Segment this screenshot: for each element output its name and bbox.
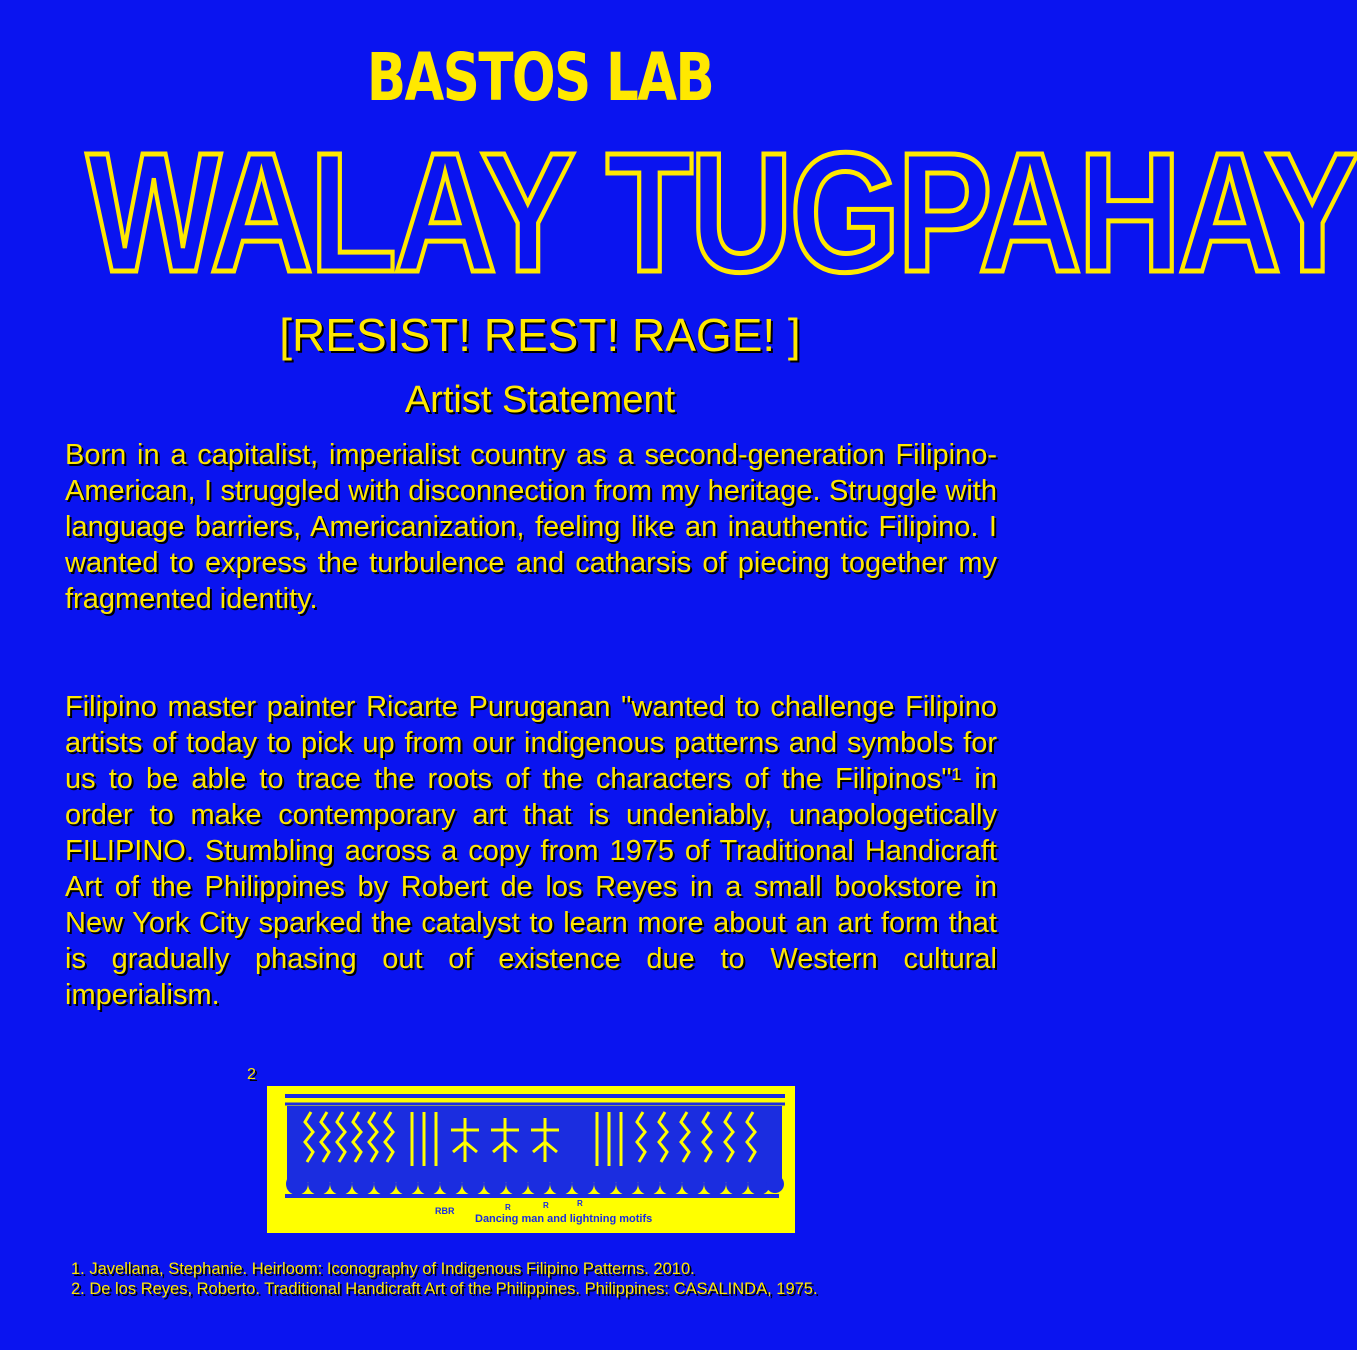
motif-initials: RBR <box>435 1206 455 1216</box>
motif-illustration <box>267 1086 795 1233</box>
dancing-man-lightning-motif-image <box>267 1086 795 1233</box>
motif-mark: R <box>543 1201 549 1210</box>
statement-paragraph-1: Born in a capitalist, imperialist country as a second-generation Filipino-American, I struggled with disconnection from my heritage. Struggle with language barriers, Americanization, feeling like an inauthentic Filipino. I wanted to express the turbulence and catharsis of piecing together my fragmented identity. <box>65 439 997 615</box>
section-heading: Artist Statement <box>404 379 676 421</box>
motif-caption: Dancing man and lightning motifs <box>475 1213 653 1225</box>
footnote-1: 1. Javellana, Stephanie. Heirloom: Iconography of Indigenous Filipino Patterns. 2010. <box>71 1260 695 1278</box>
brand-logo: BASTOS LAB <box>366 39 714 116</box>
footnotes <box>71 1259 1031 1299</box>
subtitle: [RESIST! REST! RAGE! ] <box>279 309 801 361</box>
statement-paragraph-2: Filipino master painter Ricarte Puruganan "wanted to challenge Filipino artists of today to pick up from our indigenous patterns and symbols for us to be able to trace the roots of the characters of the Filipinos"¹ in order to make contemporary art that is undeniably, unapologetically FILIPINO. Stumbling across a copy from 1975 of Traditional Handicraft Art of the Philippines by Robert de los Reyes in a small bookstore in New York City sparked the catalyst to learn more about an art form that is gradually phasing out of existence due to Western cultural imperialism. <box>65 691 997 1011</box>
exhibition-title: WALAY TUGPAHAY <box>86 118 1357 308</box>
footnote-2: 2. De los Reyes, Roberto. Traditional Handicraft Art of the Philippines. Philippines: CASALINDA, 1975. <box>71 1280 818 1298</box>
motif-mark: R <box>577 1199 583 1208</box>
image-footnote-mark: 2 <box>247 1066 256 1083</box>
motif-mark: R <box>505 1203 511 1212</box>
